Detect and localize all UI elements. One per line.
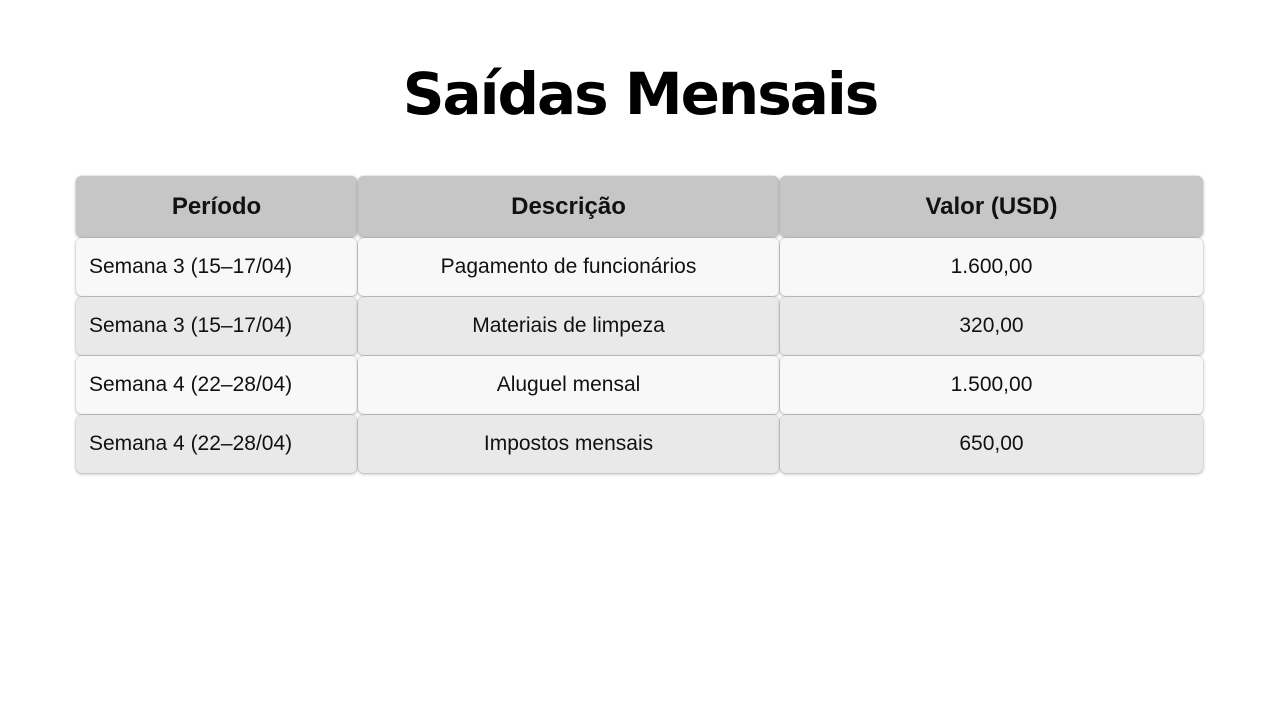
cell-value: 1.600,00 (780, 238, 1203, 296)
cell-period: Semana 3 (15–17/04) (76, 297, 357, 355)
header-value: Valor (USD) (780, 176, 1203, 237)
page-title: Saídas Mensais (402, 60, 878, 128)
cell-period: Semana 4 (22–28/04) (76, 415, 357, 473)
expenses-table (76, 176, 1204, 474)
cell-period: Semana 4 (22–28/04) (76, 356, 357, 414)
table-row (76, 415, 1204, 473)
header-period: Período (76, 176, 357, 237)
cell-description: Materiais de limpeza (358, 297, 779, 355)
cell-value: 1.500,00 (780, 356, 1203, 414)
table-row (76, 356, 1204, 414)
cell-description: Aluguel mensal (358, 356, 779, 414)
cell-description: Impostos mensais (358, 415, 779, 473)
table-header-row (76, 176, 1204, 237)
header-description: Descrição (358, 176, 779, 237)
cell-period: Semana 3 (15–17/04) (76, 238, 357, 296)
cell-description: Pagamento de funcionários (358, 238, 779, 296)
table-row (76, 297, 1204, 355)
table-row (76, 238, 1204, 296)
cell-value: 650,00 (780, 415, 1203, 473)
cell-value: 320,00 (780, 297, 1203, 355)
